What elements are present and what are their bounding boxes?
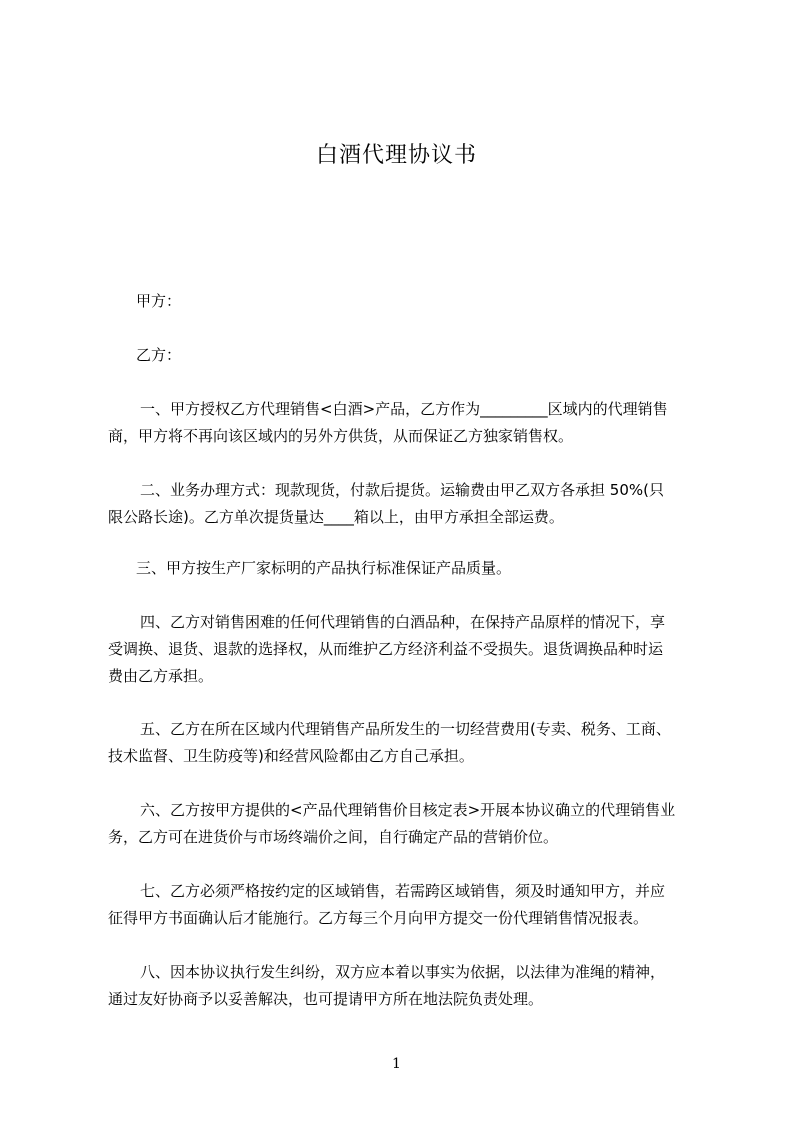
clause-2-line-2: 限公路长途)。乙方单次提货量达____箱以上，由甲方承担全部运费。 — [108, 508, 564, 526]
clause-8-line-1: 八、因本协议执行发生纠纷，双方应本着以事实为依据，以法律为准绳的精神， — [140, 963, 666, 981]
clause-8-line-2: 通过友好协商予以妥善解决，也可提请甲方所在地法院负责处理。 — [108, 990, 544, 1008]
clause-4-line-2: 受调换、退货、退款的选择权，从而维护乙方经济利益不受损失。退货调换品种时运 — [108, 640, 664, 658]
document-title: 白酒代理协议书 — [315, 143, 477, 168]
clause-2-line-1: 二、业务办理方式：现款现货，付款后提货。运输费由甲乙双方各承担 50%(只 — [140, 481, 664, 499]
clause-1-line-1: 一、甲方授权乙方代理销售<白酒>产品，乙方作为_________区域内的代理销售 — [140, 400, 668, 418]
clause-4-line-3: 费由乙方承担。 — [108, 667, 214, 685]
clause-7-line-2: 征得甲方书面确认后才能施行。乙方每三个月向甲方提交一份代理销售情况报表。 — [108, 909, 649, 927]
clause-3-line-1: 三、甲方按生产厂家标明的产品执行标准保证产品质量。 — [136, 559, 512, 577]
clause-6-line-1: 六、乙方按甲方提供的<产品代理销售价目核定表>开展本协议确立的代理销售业 — [140, 801, 676, 819]
clause-6-line-2: 务，乙方可在进货价与市场终端价之间，自行确定产品的营销价位。 — [108, 828, 559, 846]
clause-5-line-1: 五、乙方在所在区域内代理销售产品所发生的一切经营费用(专卖、税务、工商、 — [140, 720, 671, 738]
party-a-label: 甲方： — [136, 292, 182, 310]
clause-1-line-2: 商，甲方将不再向该区域内的另外方供货，从而保证乙方独家销售权。 — [108, 427, 574, 445]
clause-7-line-1: 七、乙方必须严格按约定的区域销售，若需跨区域销售，须及时通知甲方，并应 — [140, 882, 666, 900]
clause-5-line-2: 技术监督、卫生防疫等)和经营风险都由乙方自己承担。 — [108, 747, 474, 765]
clause-4-line-1: 四、乙方对销售困难的任何代理销售的白酒品种，在保持产品原样的情况下，享 — [140, 613, 666, 631]
page-number: 1 — [392, 1056, 401, 1072]
party-b-label: 乙方： — [136, 346, 182, 364]
